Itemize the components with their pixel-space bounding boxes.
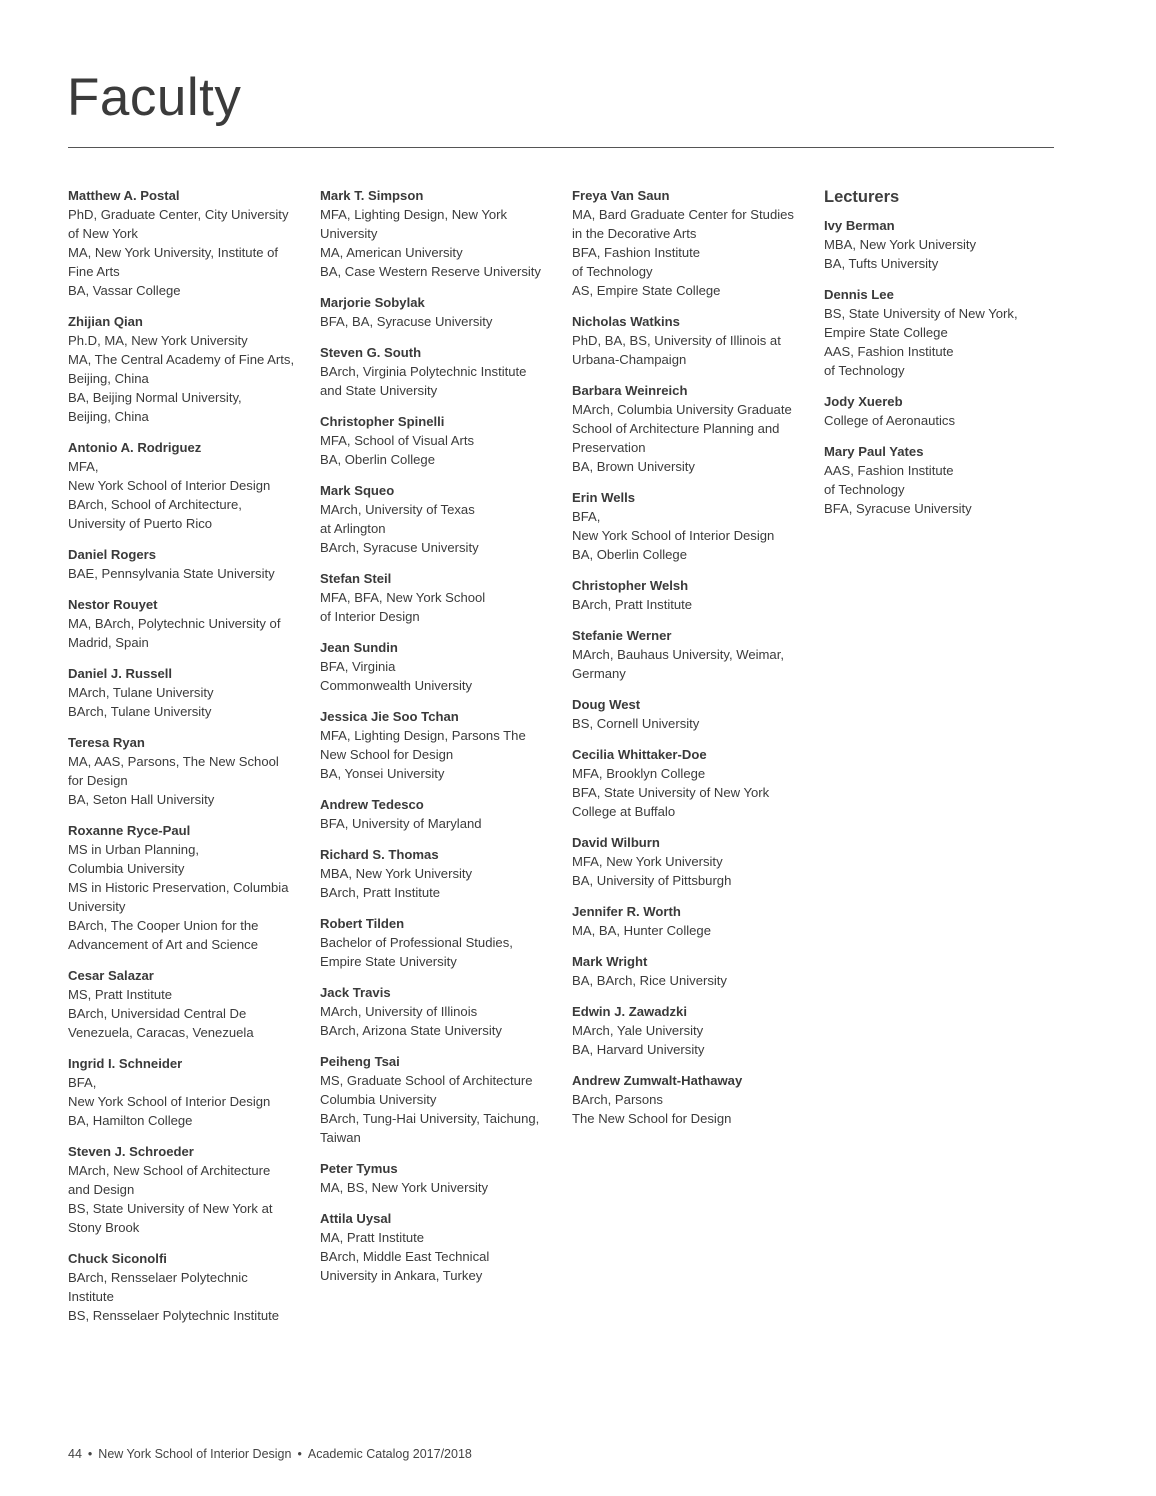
faculty-credential: at Arlington: [320, 521, 386, 536]
faculty-entry: [572, 312, 808, 369]
faculty-credential: of Technology: [572, 264, 653, 279]
faculty-entry: [68, 733, 304, 809]
faculty-credential: Preservation: [572, 440, 646, 455]
faculty-name: Stefanie Werner: [572, 628, 672, 643]
faculty-credential: MFA, School of Visual Arts: [320, 433, 475, 448]
faculty-credential: Advancement of Art and Science: [68, 937, 258, 952]
faculty-credential: Empire State College: [824, 325, 948, 340]
faculty-name: Mark Wright: [572, 954, 648, 969]
faculty-column-3: [572, 186, 808, 1140]
faculty-credential: BS, State University of New York,: [824, 306, 1018, 321]
faculty-credential: Taiwan: [320, 1130, 361, 1145]
faculty-credential: BArch, Universidad Central De: [68, 1006, 247, 1021]
faculty-credential: for Design: [68, 773, 128, 788]
faculty-name: Mark Squeo: [320, 483, 395, 498]
faculty-credential: MFA, Brooklyn College: [572, 766, 706, 781]
faculty-credential: BArch, Pratt Institute: [572, 597, 693, 612]
faculty-name: Cesar Salazar: [68, 968, 154, 983]
faculty-entry: [572, 902, 808, 940]
faculty-entry: [320, 343, 556, 400]
faculty-credential: MArch, Bauhaus University, Weimar,: [572, 647, 784, 662]
faculty-credential: BFA, University of Maryland: [320, 816, 482, 831]
faculty-name: Teresa Ryan: [68, 735, 145, 750]
faculty-name: David Wilburn: [572, 835, 660, 850]
faculty-credential: BArch, The Cooper Union for the: [68, 918, 259, 933]
faculty-credential: MS, Graduate School of Architecture: [320, 1073, 533, 1088]
faculty-name: Peiheng Tsai: [320, 1054, 400, 1069]
footer-catalog: Academic Catalog 2017/2018: [307, 1447, 472, 1461]
faculty-name: Jack Travis: [320, 985, 391, 1000]
lecturer-entry: [824, 442, 1034, 518]
faculty-entry: [572, 1002, 808, 1059]
faculty-credential: in the Decorative Arts: [572, 226, 697, 241]
faculty-entry: [320, 1052, 556, 1147]
faculty-credential: BArch, Tung-Hai University, Taichung,: [320, 1111, 540, 1126]
faculty-name: Doug West: [572, 697, 641, 712]
faculty-credential: MA, BS, New York University: [320, 1180, 489, 1195]
faculty-entry: [320, 845, 556, 902]
faculty-credential: BFA, Fashion Institute: [572, 245, 701, 260]
faculty-entry: [572, 1071, 808, 1128]
lecturers-list: [824, 216, 1034, 518]
faculty-name: Daniel Rogers: [68, 547, 157, 562]
faculty-name: Ivy Berman: [824, 218, 895, 233]
faculty-credential: BFA, BA, Syracuse University: [320, 314, 493, 329]
faculty-entry: [320, 481, 556, 557]
faculty-entry: [572, 488, 808, 564]
faculty-credential: of Technology: [824, 482, 905, 497]
faculty-credential: of Technology: [824, 363, 905, 378]
faculty-credential: MArch, New School of Architecture: [68, 1163, 271, 1178]
faculty-credential: BA, Vassar College: [68, 283, 181, 298]
faculty-entry: [68, 1249, 304, 1325]
faculty-name: Erin Wells: [572, 490, 636, 505]
faculty-credential: MS, Pratt Institute: [68, 987, 173, 1002]
faculty-credential: MBA, New York University: [320, 866, 473, 881]
faculty-name: Nicholas Watkins: [572, 314, 680, 329]
faculty-credential: BFA, State University of New York: [572, 785, 770, 800]
faculty-credential: MA, BArch, Polytechnic University of: [68, 616, 281, 631]
faculty-credential: PhD, Graduate Center, City University: [68, 207, 289, 222]
faculty-column-1: [68, 186, 304, 1337]
faculty-entry: [572, 186, 808, 300]
footer-school: New York School of Interior Design: [98, 1447, 292, 1461]
faculty-name: Antonio A. Rodriguez: [68, 440, 202, 455]
faculty-credential: MA, BA, Hunter College: [572, 923, 711, 938]
lecturer-entry: [824, 216, 1034, 273]
faculty-credential: Venezuela, Caracas, Venezuela: [68, 1025, 254, 1040]
faculty-credential: BArch, School of Architecture,: [68, 497, 242, 512]
faculty-credential: MFA,: [68, 459, 99, 474]
faculty-name: Freya Van Saun: [572, 188, 670, 203]
faculty-credential: College of Aeronautics: [824, 413, 956, 428]
faculty-entry: [320, 914, 556, 971]
faculty-name: Jennifer R. Worth: [572, 904, 681, 919]
faculty-credential: MA, Bard Graduate Center for Studies: [572, 207, 794, 222]
faculty-credential: BA, Oberlin College: [320, 452, 435, 467]
faculty-name: Attila Uysal: [320, 1211, 392, 1226]
faculty-credential: BArch, Tulane University: [68, 704, 212, 719]
faculty-credential: MFA, Lighting Design, New York: [320, 207, 508, 222]
faculty-entry: [320, 186, 556, 281]
faculty-credential: Beijing, China: [68, 409, 149, 424]
faculty-credential: BA, Harvard University: [572, 1042, 705, 1057]
faculty-credential: New York School of Interior Design: [68, 478, 271, 493]
faculty-entry: [68, 1142, 304, 1237]
faculty-credential: Ph.D, MA, New York University: [68, 333, 248, 348]
faculty-credential: BArch, Parsons: [572, 1092, 663, 1107]
faculty-name: Daniel J. Russell: [68, 666, 173, 681]
faculty-name: Chuck Siconolfi: [68, 1251, 167, 1266]
faculty-credential: Fine Arts: [68, 264, 120, 279]
faculty-entry: [572, 381, 808, 476]
faculty-credential: New York School of Interior Design: [68, 1094, 271, 1109]
lecturer-entry: [824, 392, 1034, 430]
faculty-credential: University: [320, 226, 378, 241]
faculty-name: Dennis Lee: [824, 287, 894, 302]
faculty-credential: Urbana-Champaign: [572, 352, 687, 367]
page-number: 44: [68, 1447, 82, 1461]
faculty-credential: University in Ankara, Turkey: [320, 1268, 483, 1283]
faculty-entry: [320, 638, 556, 695]
faculty-credential: BA, University of Pittsburgh: [572, 873, 732, 888]
faculty-credential: MA, Pratt Institute: [320, 1230, 425, 1245]
faculty-credential: School of Architecture Planning and: [572, 421, 780, 436]
faculty-credential: BA, Brown University: [572, 459, 695, 474]
faculty-entry: [68, 966, 304, 1042]
title-divider: [68, 147, 1054, 148]
faculty-credential: The New School for Design: [572, 1111, 732, 1126]
faculty-credential: MBA, New York University: [824, 237, 977, 252]
faculty-credential: BA, Case Western Reserve University: [320, 264, 541, 279]
faculty-credential: AAS, Fashion Institute: [824, 463, 954, 478]
faculty-credential: BArch, Pratt Institute: [320, 885, 441, 900]
faculty-credential: MA, New York University, Institute of: [68, 245, 279, 260]
faculty-credential: BS, Cornell University: [572, 716, 700, 731]
faculty-credential: AAS, Fashion Institute: [824, 344, 954, 359]
faculty-entry: [320, 707, 556, 783]
faculty-credential: BFA,: [68, 1075, 97, 1090]
faculty-name: Jessica Jie Soo Tchan: [320, 709, 459, 724]
faculty-credential: of New York: [68, 226, 138, 241]
faculty-entry: [68, 821, 304, 954]
faculty-entry: [320, 293, 556, 331]
lecturers-column: [824, 186, 1034, 530]
faculty-entry: [68, 186, 304, 300]
faculty-credential: BArch, Middle East Technical: [320, 1249, 490, 1264]
faculty-credential: MArch, Tulane University: [68, 685, 214, 700]
footer-bullet: •: [87, 1447, 93, 1461]
faculty-credential: MFA, Lighting Design, Parsons The: [320, 728, 526, 743]
faculty-name: Steven G. South: [320, 345, 422, 360]
faculty-credential: MArch, Columbia University Graduate: [572, 402, 792, 417]
faculty-credential: PhD, BA, BS, University of Illinois at: [572, 333, 781, 348]
faculty-credential: AS, Empire State College: [572, 283, 721, 298]
lecturer-entry: [824, 285, 1034, 380]
faculty-name: Cecilia Whittaker-Doe: [572, 747, 707, 762]
footer-bullet: •: [297, 1447, 302, 1461]
faculty-entry: [320, 1159, 556, 1197]
faculty-credential: BAE, Pennsylvania State University: [68, 566, 275, 581]
faculty-credential: New School for Design: [320, 747, 454, 762]
faculty-credential: Commonwealth University: [320, 678, 473, 693]
faculty-credential: BA, Hamilton College: [68, 1113, 193, 1128]
faculty-entry: [320, 412, 556, 469]
faculty-entry: [68, 438, 304, 533]
faculty-credential: New York School of Interior Design: [572, 528, 775, 543]
faculty-credential: University of Puerto Rico: [68, 516, 213, 531]
faculty-entry: [572, 576, 808, 614]
faculty-name: Zhijian Qian: [68, 314, 143, 329]
faculty-entry: [572, 833, 808, 890]
faculty-name: Barbara Weinreich: [572, 383, 688, 398]
faculty-credential: of Interior Design: [320, 609, 420, 624]
faculty-entry: [68, 545, 304, 583]
faculty-name: Ingrid I. Schneider: [68, 1056, 183, 1071]
faculty-credential: MArch, University of Texas: [320, 502, 475, 517]
faculty-credential: Columbia University: [68, 861, 185, 876]
faculty-credential: MFA, New York University: [572, 854, 723, 869]
faculty-entry: [68, 1054, 304, 1130]
faculty-name: Stefan Steil: [320, 571, 392, 586]
faculty-credential: MA, The Central Academy of Fine Arts,: [68, 352, 295, 367]
faculty-credential: Stony Brook: [68, 1220, 140, 1235]
faculty-name: Christopher Spinelli: [320, 414, 445, 429]
faculty-credential: and State University: [320, 383, 438, 398]
faculty-credential: Empire State University: [320, 954, 457, 969]
faculty-credential: BA, Tufts University: [824, 256, 939, 271]
faculty-credential: MA, American University: [320, 245, 463, 260]
faculty-name: Peter Tymus: [320, 1161, 398, 1176]
faculty-credential: BArch, Rensselaer Polytechnic: [68, 1270, 248, 1285]
faculty-credential: BA, Oberlin College: [572, 547, 687, 562]
faculty-credential: Institute: [68, 1289, 114, 1304]
lecturers-heading: Lecturers: [824, 188, 900, 206]
faculty-name: Andrew Tedesco: [320, 797, 424, 812]
faculty-credential: Beijing, China: [68, 371, 149, 386]
faculty-credential: BA, Seton Hall University: [68, 792, 215, 807]
page-title: Faculty: [67, 68, 242, 127]
faculty-credential: BA, Yonsei University: [320, 766, 445, 781]
faculty-credential: Germany: [572, 666, 626, 681]
faculty-credential: MA, AAS, Parsons, The New School: [68, 754, 279, 769]
faculty-name: Andrew Zumwalt-Hathaway: [572, 1073, 743, 1088]
faculty-name: Nestor Rouyet: [68, 597, 158, 612]
faculty-name: Jean Sundin: [320, 640, 398, 655]
faculty-entry: [572, 626, 808, 683]
faculty-credential: MS in Urban Planning,: [68, 842, 200, 857]
faculty-entry: [320, 569, 556, 626]
faculty-name: Mary Paul Yates: [824, 444, 924, 459]
faculty-credential: BS, State University of New York at: [68, 1201, 273, 1216]
faculty-credential: BA, Beijing Normal University,: [68, 390, 242, 405]
faculty-credential: University: [68, 899, 126, 914]
faculty-name: Steven J. Schroeder: [68, 1144, 194, 1159]
faculty-name: Christopher Welsh: [572, 578, 689, 593]
faculty-name: Mark T. Simpson: [320, 188, 424, 203]
faculty-credential: MS in Historic Preservation, Columbia: [68, 880, 289, 895]
page-footer: [68, 1447, 472, 1461]
faculty-name: Richard S. Thomas: [320, 847, 439, 862]
faculty-entry: [320, 795, 556, 833]
faculty-credential: MArch, Yale University: [572, 1023, 704, 1038]
faculty-name: Jody Xuereb: [824, 394, 903, 409]
faculty-credential: BS, Rensselaer Polytechnic Institute: [68, 1308, 280, 1323]
faculty-entry: [572, 745, 808, 821]
faculty-name: Edwin J. Zawadzki: [572, 1004, 687, 1019]
faculty-credential: BArch, Virginia Polytechnic Institute: [320, 364, 527, 379]
faculty-credential: Madrid, Spain: [68, 635, 149, 650]
faculty-entry: [320, 1209, 556, 1285]
faculty-credential: BArch, Arizona State University: [320, 1023, 502, 1038]
faculty-entry: [68, 312, 304, 426]
faculty-entry: [572, 952, 808, 990]
faculty-credential: MArch, University of Illinois: [320, 1004, 478, 1019]
faculty-entry: [68, 595, 304, 652]
faculty-entry: [68, 664, 304, 721]
faculty-credential: Columbia University: [320, 1092, 437, 1107]
faculty-name: Roxanne Ryce-Paul: [68, 823, 191, 838]
faculty-credential: College at Buffalo: [572, 804, 676, 819]
faculty-credential: Bachelor of Professional Studies,: [320, 935, 513, 950]
faculty-credential: BFA,: [572, 509, 601, 524]
faculty-credential: and Design: [68, 1182, 135, 1197]
faculty-column-2: [320, 186, 556, 1297]
faculty-name: Robert Tilden: [320, 916, 405, 931]
faculty-name: Marjorie Sobylak: [320, 295, 425, 310]
faculty-credential: BA, BArch, Rice University: [572, 973, 727, 988]
faculty-entry: [572, 695, 808, 733]
faculty-credential: MFA, BFA, New York School: [320, 590, 486, 605]
faculty-name: Matthew A. Postal: [68, 188, 180, 203]
faculty-credential: BFA, Syracuse University: [824, 501, 972, 516]
faculty-credential: BArch, Syracuse University: [320, 540, 479, 555]
faculty-entry: [320, 983, 556, 1040]
faculty-credential: BFA, Virginia: [320, 659, 396, 674]
